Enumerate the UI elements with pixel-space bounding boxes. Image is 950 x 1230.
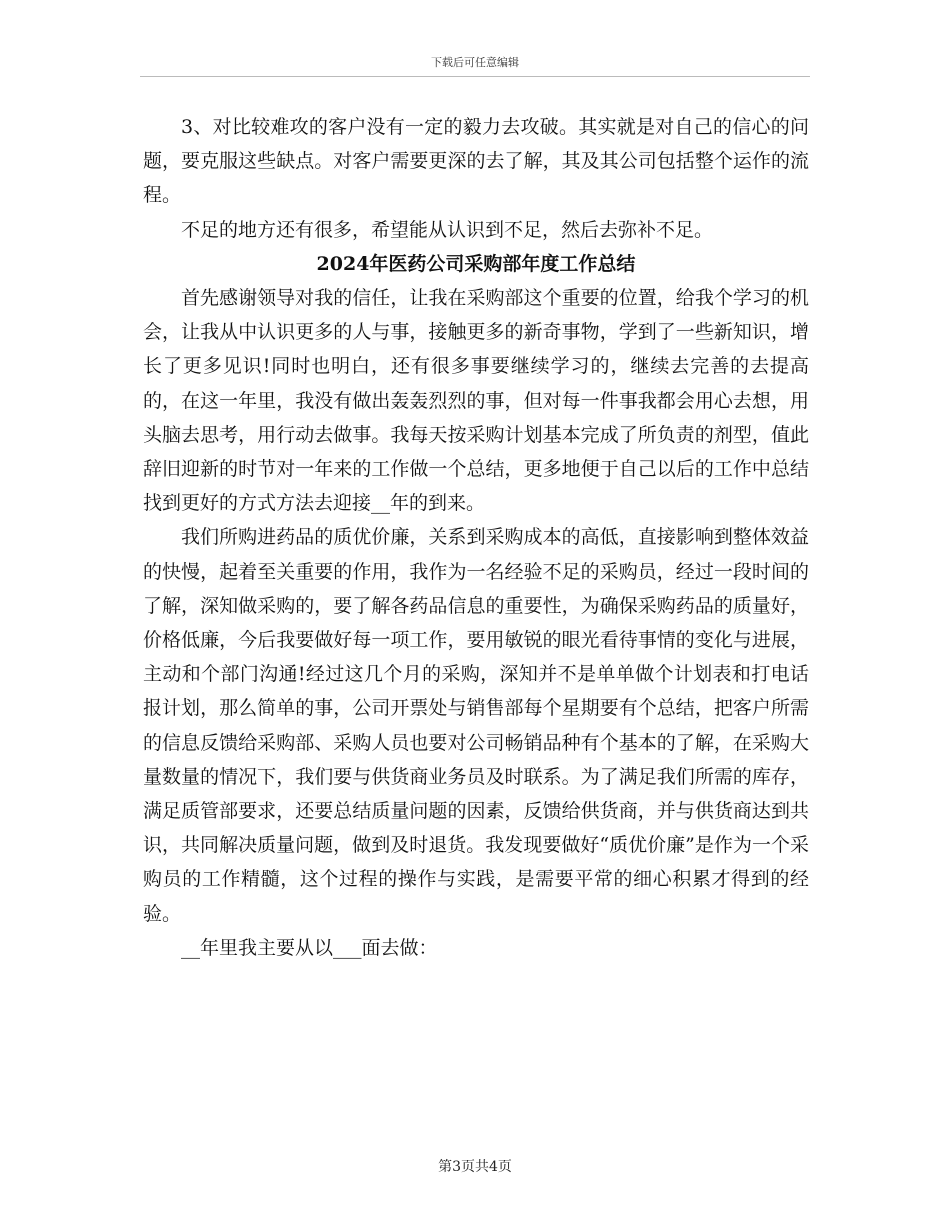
page-header: 下载后可任意编辑 [431, 56, 519, 69]
page-number: 第3页共4页 [438, 1159, 512, 1175]
paragraph-thanks: 首先感谢领导对我的信任，让我在采购部这个重要的位置，给我个学习的机会，让我从中认识更多的人与事，接触更多的新奇事物，学到了一些新知识，增长了更多见识!同时也明白，还有很多事要继续学习的，继续去完善的去提高的，在这一年里，我没有做出轰轰烈烈的事，但对每一件事我都会用心去想，用头脑去思考，用行动去做事。我每天按采购计划基本完成了所负责的剂型，值此辞旧迎新的时节对一年来的工作做一个总结，更多地便于自己以后的工作中总结找到更好的方式方法去迎接__年的到来。 [143, 287, 809, 515]
section-title: 2024年医药公司采购部年度工作总结 [316, 252, 636, 275]
paragraph-plan: __年里我主要从以___面去做： [181, 936, 438, 959]
paragraph-summary-shortcomings: 不足的地方还有很多，希望能从认识到不足，然后去弥补不足。 [181, 218, 714, 241]
header-divider [140, 76, 810, 77]
paragraph-purchasing: 我们所购进药品的质优价廉，关系到采购成本的高低，直接影响到整体效益的快慢，起着至关重要的作用，我作为一名经验不足的采购员，经过一段时间的了解，深知做采购的，要了解各药品信息的重要性，为确保采购药品的质量好，价格低廉，今后我要做好每一项工作，要用敏锐的眼光看待事情的变化与进展，主动和个部门沟通!经过这几个月的采购，深知并不是单单做个计划表和打电话报计划，那么简单的事，公司开票处与销售部每个星期要有个总结，把客户所需的信息反馈给采购部、采购人员也要对公司畅销品种有个基本的了解，在采购大量数量的情况下，我们要与供货商业务员及时联系。为了满足我们所需的库存，满足质管部要求，还要总结质量问题的因素，反馈给供货商，并与供货商达到共识，共同解决质量问题，做到及时退货。我发现要做好“质优价廉”是作为一个采购员的工作精髓，这个过程的操作与实践，是需要平常的细心积累才得到的经验。 [143, 526, 809, 925]
document-body [143, 110, 809, 965]
paragraph-shortcomings: 3、对比较难攻的客户没有一定的毅力去攻破。其实就是对自己的信心的问题，要克服这些缺点。对客户需要更深的去了解，其及其公司包括整个运作的流程。 [143, 116, 809, 207]
